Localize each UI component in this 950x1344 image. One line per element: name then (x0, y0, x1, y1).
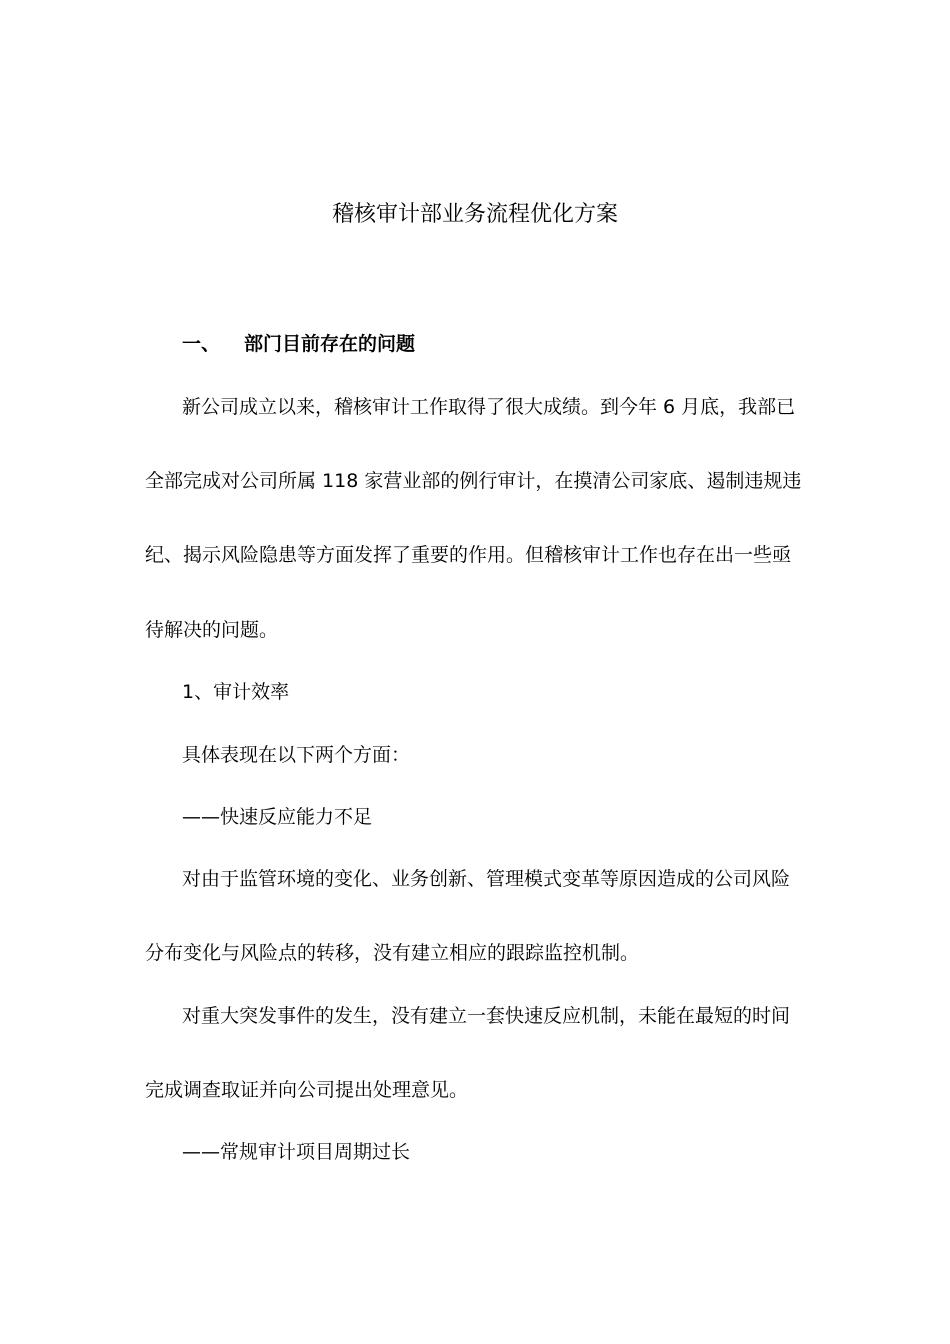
paragraph-line: 对由于监管环境的变化、业务创新、管理模式变革等原因造成的公司风险 (182, 868, 791, 890)
paragraph-line: 全部完成对公司所属 118 家营业部的例行审计，在摸清公司家底、遏制违规违 (145, 470, 802, 492)
paragraph-line: 分布变化与风险点的转移，没有建立相应的跟踪监控机制。 (145, 942, 640, 964)
paragraph-line: 对重大突发事件的发生，没有建立一套快速反应机制，未能在最短的时间 (182, 1005, 791, 1027)
section-heading (182, 332, 415, 356)
document-title: 稽核审计部业务流程优化方案 (331, 202, 618, 227)
paragraph-line: 待解决的问题。 (145, 619, 279, 641)
section-number: 一、 (182, 333, 221, 355)
subheading: ——常规审计项目周期过长 (182, 1141, 411, 1163)
paragraph-line: 完成调查取证并向公司提出处理意见。 (145, 1079, 469, 1101)
section-heading-text: 部门目前存在的问题 (244, 333, 416, 355)
list-item: 1、审计效率 (182, 681, 290, 703)
paragraph-line: 新公司成立以来，稽核审计工作取得了很大成绩。到今年 6 月底，我部已 (182, 396, 796, 418)
paragraph-line: 纪、揭示风险隐患等方面发挥了重要的作用。但稽核审计工作也存在出一些亟 (145, 544, 792, 566)
paragraph-line: 具体表现在以下两个方面： (182, 744, 411, 766)
subheading: ——快速反应能力不足 (182, 806, 373, 828)
